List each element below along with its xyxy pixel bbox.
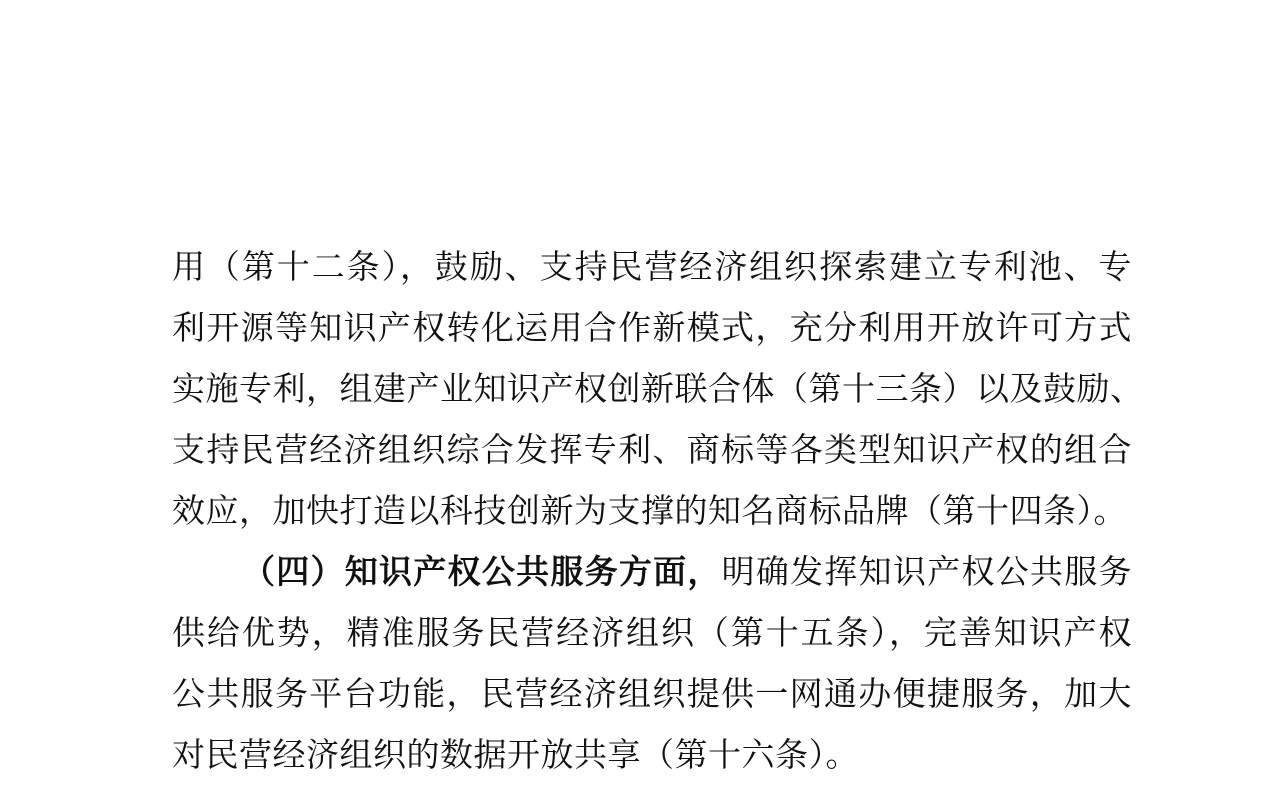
- paragraph-line: 利开源等知识产权转化运用合作新模式，充分利用开放许可方式: [172, 308, 1132, 347]
- paragraph-line: 支持民营经济组织综合发挥专利、商标等各类型知识产权的组合: [172, 430, 1132, 469]
- paragraph-line: 用（第十二条），鼓励、支持民营经济组织探索建立专利池、专: [172, 247, 1132, 286]
- section-heading-continuation: 明确发挥知识产权公共服务: [721, 552, 1133, 591]
- paragraph-line: 效应，加快打造以科技创新为支撑的知名商标品牌（第十四条）。: [172, 491, 1127, 530]
- paragraph-line: 实施专利，组建产业知识产权创新联合体（第十三条）以及鼓励、: [172, 369, 1144, 408]
- paragraph-line: 公共服务平台功能，民营经济组织提供一网通办便捷服务，加大: [172, 674, 1132, 713]
- paragraph-line: 供给优势，精准服务民营经济组织（第十五条），完善知识产权: [172, 613, 1132, 652]
- document-body: [172, 236, 1144, 785]
- paragraph-line: 对民营经济组织的数据开放共享（第十六条）。: [172, 735, 859, 774]
- section-heading-line: [172, 541, 1132, 602]
- section-heading: （四）知识产权公共服务方面，: [242, 552, 722, 591]
